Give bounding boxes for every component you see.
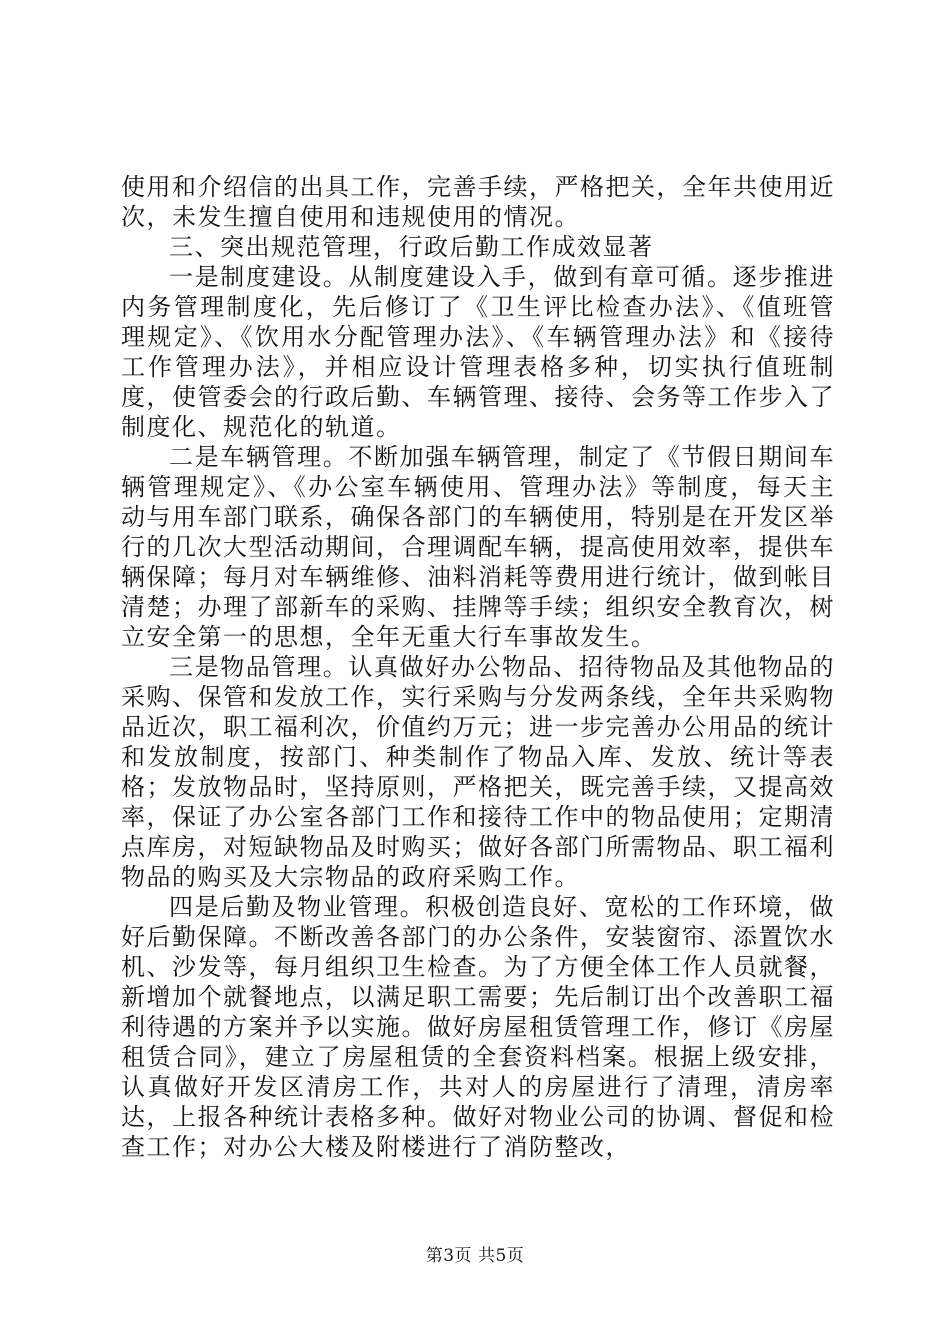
document-body — [121, 172, 835, 1162]
paragraph-continued: 使用和介绍信的出具工作，完善手续，严格把关，全年共使用近次，未发生擅自使用和违规使用的情况。 — [121, 173, 835, 231]
paragraph-logistics-property: 四是后勤及物业管理。积极创造良好、宽松的工作环境，做好后勤保障。不断改善各部门的办公条件，安装窗帘、添置饮水机、沙发等，每月组织卫生检查。为了方便全体工作人员就餐，新增加个就餐地点，以满足职工需要；先后制订出个改善职工福利待遇的方案并予以实施。做好房屋租赁管理工作，修订《房屋租赁合同》，建立了房屋租赁的全套资料档案。根据上级安排，认真做好开发区清房工作，共对人的房屋进行了清理，清房率达，上报各种统计表格多种。做好对物业公司的协调、督促和检查工作；对办公大楼及附楼进行了消防整改， — [121, 893, 835, 1161]
page-footer: 第3页 共5页 — [425, 1246, 525, 1266]
paragraph-system-construction: 一是制度建设。从制度建设入手，做到有章可循。逐步推进内务管理制度化，先后修订了《卫生评比检查办法》、《值班管理规定》、《饮用水分配管理办法》、《车辆管理办法》和《接待工作管理办法》，并相应设计管理表格多种，切实执行值班制度，使管委会的行政后勤、车辆管理、接待、会务等工作步入了制度化、规范化的轨道。 — [121, 263, 835, 441]
paragraph-vehicle-management: 二是车辆管理。不断加强车辆管理，制定了《节假日期间车辆管理规定》、《办公室车辆使用、管理办法》等制度，每天主动与用车部门联系，确保各部门的车辆使用，特别是在开发区举行的几次大型活动期间，合理调配车辆，提高使用效率，提供车辆保障；每月对车辆维修、油料消耗等费用进行统计，做到帐目清楚；办理了部新车的采购、挂牌等手续；组织安全教育次，树立安全第一的思想，全年无重大行车事故发生。 — [121, 443, 835, 651]
section-heading: 三、突出规范管理，行政后勤工作成效显著 — [169, 233, 654, 261]
paragraph-goods-management: 三是物品管理。认真做好办公物品、招待物品及其他物品的采购、保管和发放工作，实行采购与分发两条线，全年共采购物品近次，职工福利次，价值约万元；进一步完善办公用品的统计和发放制度，按部门、种类制作了物品入库、发放、统计等表格；发放物品时，坚持原则，严格把关，既完善手续，又提高效率，保证了办公室各部门工作和接待工作中的物品使用；定期清点库房，对短缺物品及时购买；做好各部门所需物品、职工福利物品的购买及大宗物品的政府采购工作。 — [121, 653, 835, 891]
